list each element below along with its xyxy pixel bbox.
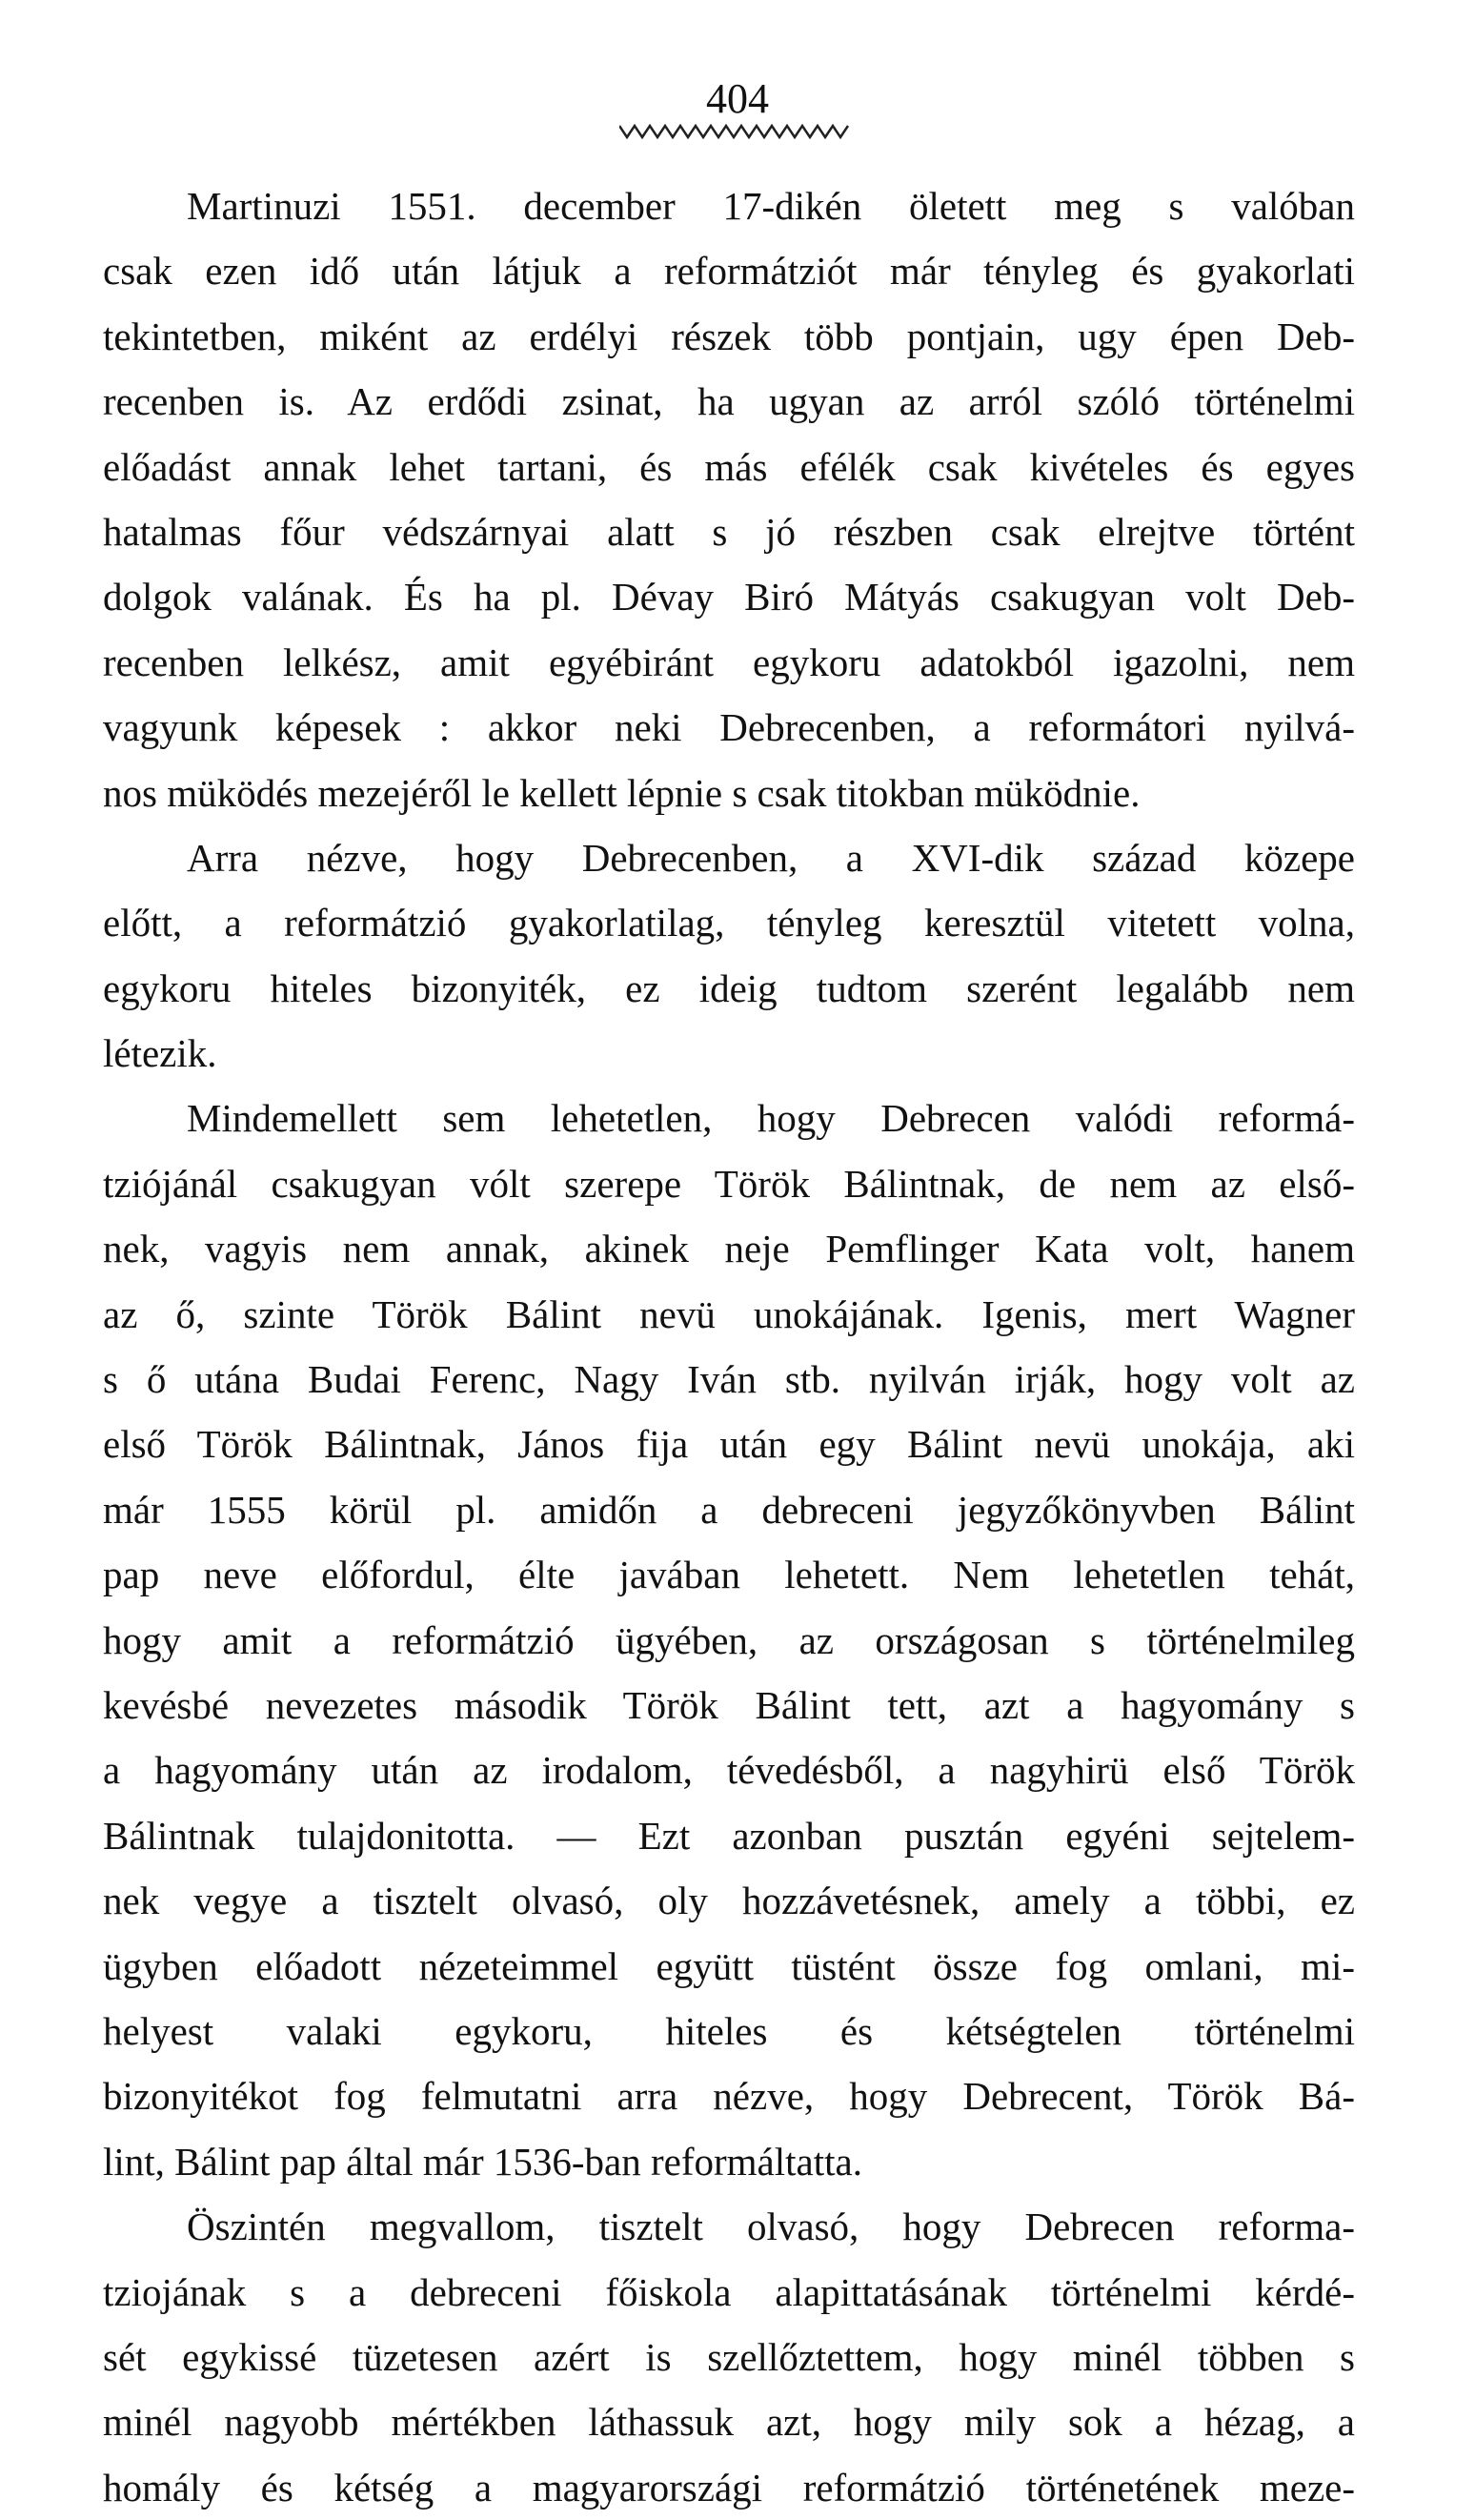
text-line: hogy amit a reformátzió ügyében, az országosan s történelmileg xyxy=(103,1617,1355,1662)
text-line: tekintetben, miként az erdélyi részek több pontjain, ugy épen Deb- xyxy=(103,314,1355,358)
text-line: vagyunk képesek : akkor neki Debrecenben, a reformátori nyilvá- xyxy=(103,705,1355,750)
text-line: pap neve előfordul, élte javában lehetett. Nem lehetetlen tehát, xyxy=(103,1553,1355,1597)
text-line: nek vegye a tisztelt olvasó, oly hozzávetésnek, amely a többi, ez xyxy=(103,1879,1355,1923)
text-line: előtt, a reformátzió gyakorlatilag, tényleg keresztül vitetett volna, xyxy=(103,901,1355,945)
text-line: egykoru hiteles bizonyiték, ez ideig tudtom szerént legalább nem xyxy=(103,965,1355,1010)
text-line: recenben lelkész, amit egyébiránt egykoru adatokból igazolni, nem xyxy=(103,640,1355,684)
paragraph xyxy=(103,825,1355,1087)
text-line: lint, Bálint pap által már 1536-ban reformáltatta. xyxy=(103,2139,862,2184)
text-line: előadást annak lehet tartani, és más efélék csak kivételes és egyes xyxy=(103,444,1355,489)
text-line: Bálintnak tulajdonitotta. — Ezt azonban pusztán egyéni sejtelem- xyxy=(103,1813,1355,1858)
paragraph xyxy=(103,173,1355,825)
text-line: tziójánál csakugyan vólt szerepe Török Bálintnak, de nem az első- xyxy=(103,1161,1355,1206)
body-text xyxy=(103,173,1355,2520)
text-line: csak ezen idő után látjuk a reformátziót már tényleg és gyakorlati xyxy=(103,249,1355,294)
text-line: dolgok valának. És ha pl. Dévay Biró Mátyás csakugyan volt Deb- xyxy=(103,575,1355,620)
text-line: az ő, szinte Török Bálint nevü unokájának. Igenis, mert Wagner xyxy=(103,1291,1355,1336)
text-line: recenben is. Az erdődi zsinat, ha ugyan az arról szóló történelmi xyxy=(103,379,1355,424)
text-line: sét egykissé tüzetesen azért is szellőztettem, hogy minél többen s xyxy=(103,2334,1355,2379)
text-line: tziojának s a debreceni főiskola alapittatásának történelmi kérdé- xyxy=(103,2269,1355,2314)
text-line: Öszintén megvallom, tisztelt olvasó, hogy Debrecen reforma- xyxy=(187,2205,1355,2249)
text-line: első Török Bálintnak, János fija után egy Bálint nevü unokája, aki xyxy=(103,1422,1355,1467)
text-line: a hagyomány után az irodalom, tévedésből, a nagyhirü első Török xyxy=(103,1748,1355,1793)
text-line: helyest valaki egykoru, hiteles és kétségtelen történelmi xyxy=(103,2008,1355,2053)
wavy-rule-ornament xyxy=(619,122,850,141)
paragraph xyxy=(103,1086,1355,2194)
text-line: már 1555 körül pl. amidőn a debreceni jegyzőkönyvben Bálint xyxy=(103,1487,1355,1532)
text-line: Mindemellett sem lehetetlen, hogy Debrecen valódi reformá- xyxy=(187,1096,1355,1141)
text-line: létezik. xyxy=(103,1031,217,1076)
text-line: kevésbé nevezetes második Török Bálint tett, azt a hagyomány s xyxy=(103,1682,1355,1727)
text-line: s ő utána Budai Ferenc, Nagy Iván stb. nyilván irják, hogy volt az xyxy=(103,1357,1355,1402)
text-line: Arra nézve, hogy Debrecenben, a XVI-dik század közepe xyxy=(187,835,1355,880)
text-line: minél nagyobb mértékben láthassuk azt, hogy mily sok a hézag, a xyxy=(103,2400,1355,2445)
text-line: hatalmas főur védszárnyai alatt s jó részben csak elrejtve történt xyxy=(103,509,1355,554)
text-line: nos müködés mezejéről le kellett lépnie s csak titokban müködnie. xyxy=(103,770,1141,815)
page-number: 404 xyxy=(706,75,769,122)
text-line: Martinuzi 1551. december 17-dikén öletett meg s valóban xyxy=(187,184,1355,228)
text-line: homály és kétség a magyarországi reformátzió történetének meze- xyxy=(103,2465,1355,2510)
text-line: bizonyitékot fog felmutatni arra nézve, hogy Debrecent, Török Bá- xyxy=(103,2074,1355,2119)
paragraph xyxy=(103,2194,1355,2520)
text-line: nek, vagyis nem annak, akinek neje Pemflinger Kata volt, hanem xyxy=(103,1227,1355,1271)
text-line: ügyben előadott nézeteimmel együtt tüstént össze fog omlani, mi- xyxy=(103,1943,1355,1988)
